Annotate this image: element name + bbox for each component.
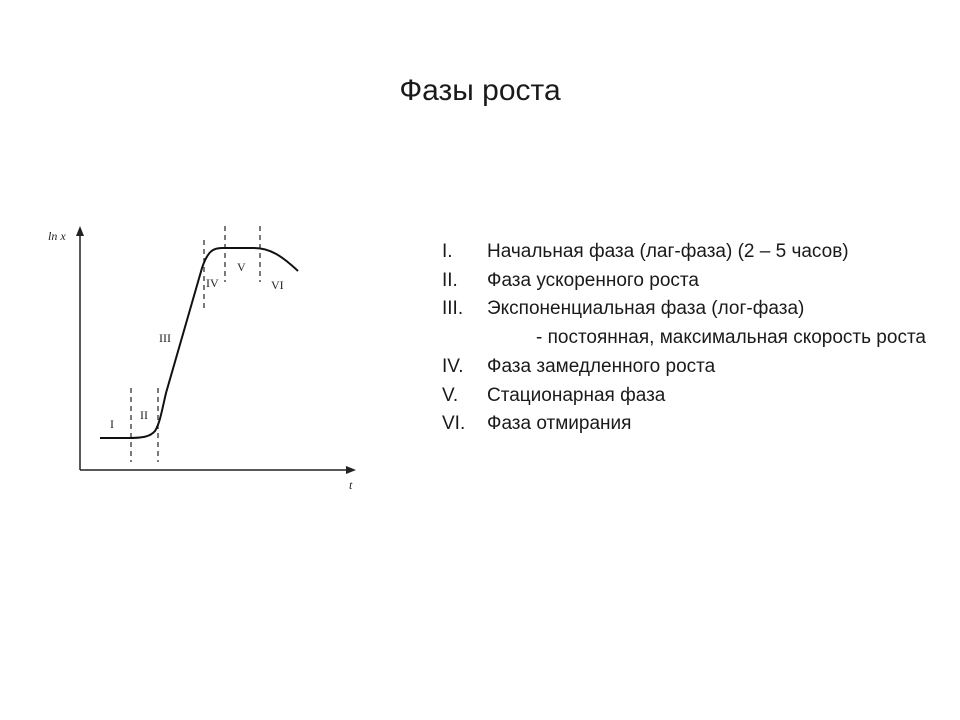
y-axis-label: ln x [48,229,66,243]
list-text: Экспоненциальная фаза (лог-фаза) [487,298,805,320]
growth-curve [100,248,298,438]
list-number: VI. [442,413,466,435]
phase-label-IV: IV [206,276,219,290]
list-number: III. [442,298,464,320]
list-item [442,238,926,267]
list-continuation: - постоянная, максимальная скорость роста [535,327,926,349]
y-axis-arrow [76,226,84,236]
list-text: Фаза замедленного роста [487,355,716,377]
list-number: IV. [442,355,464,377]
phase-label-I: I [110,417,114,431]
x-axis-arrow [346,466,356,474]
list-item [442,382,926,411]
list-item [442,353,926,382]
list-text: Фаза отмирания [487,413,632,435]
list-item [442,267,926,296]
list-number: II. [442,269,458,291]
list-text: Начальная фаза (лаг-фаза) (2 – 5 часов) [487,241,849,262]
list-number: V. [442,384,459,406]
phase-label-III: III [159,331,171,345]
slide-title: Фазы роста [399,74,561,107]
growth-curve-diagram [40,215,380,495]
list-text: Фаза ускоренного роста [487,269,699,291]
list-item [442,410,926,439]
phase-label-II: II [140,408,148,422]
phase-list [442,238,926,439]
list-item [442,295,926,324]
list-text: Стационарная фаза [487,384,666,406]
phase-label-V: V [237,260,246,274]
x-axis-label: t [349,478,353,492]
list-number: I. [442,241,453,262]
phase-label-VI: VI [271,278,284,292]
